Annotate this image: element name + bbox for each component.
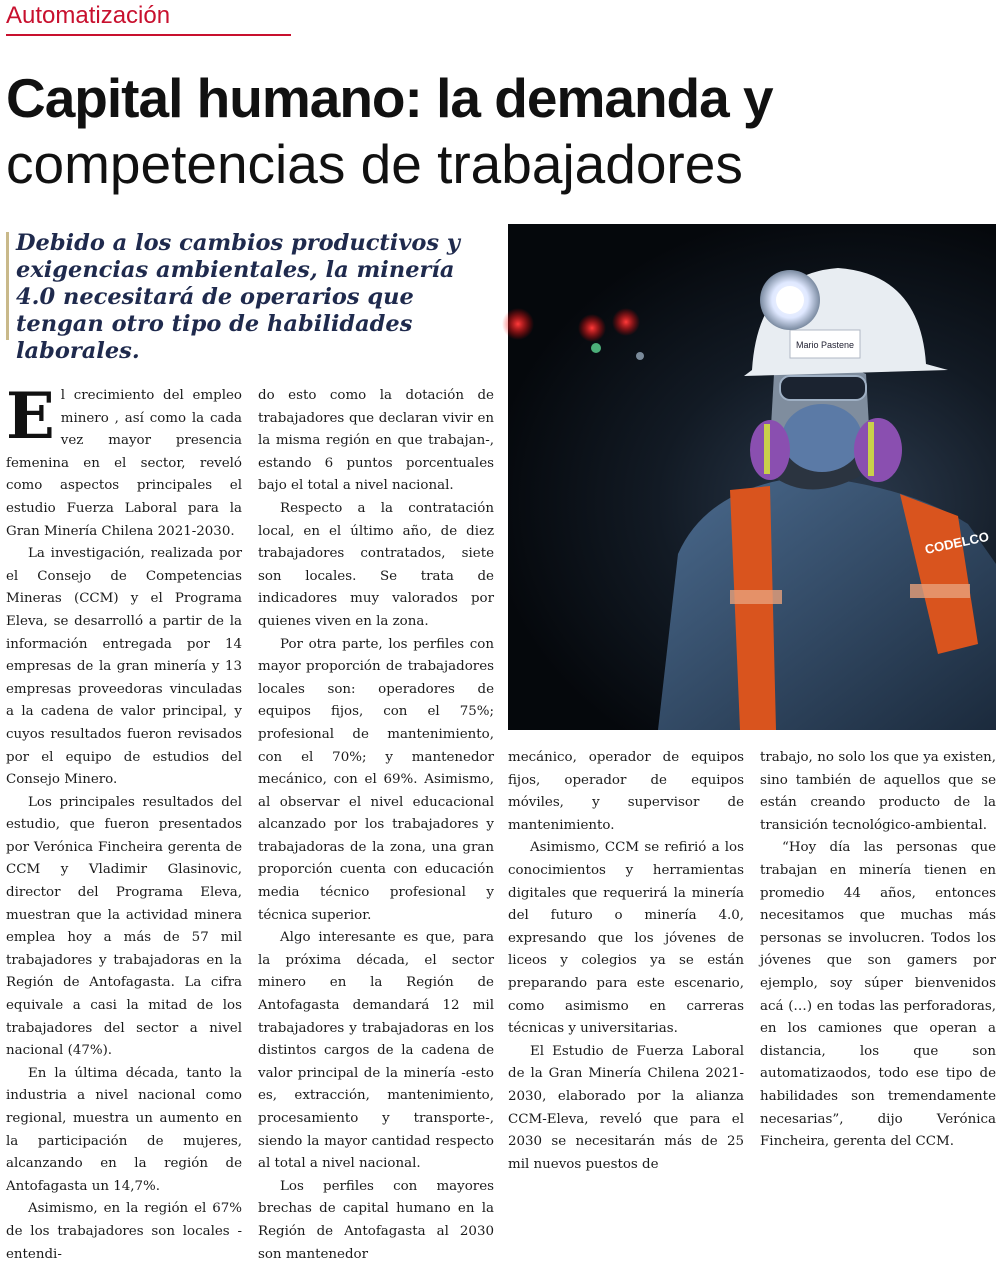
article-paragraph: “Hoy día las personas que trabajan en minería tienen en promedio 44 años, entonces necesitamos que muchas más personas se involucren. Todos los jóvenes que son gamers por ejemplo, soy súper bienvenidos acá (…) en todas las perforadoras, en los camiones que operan a distancia, los que son automatizaodos, todo ese tipo de habilidades son tremendamente necesarias”, dijo Verónica Fincheira, gerenta del CCM.: [760, 840, 996, 1150]
article-paragraph: El Estudio de Fuerza Laboral de la Gran Minería Chilena 2021-2030, elaborado por la alianza CCM-Eleva, reveló que para el 2030 se necesitarán más de 25 mil nuevos puestos de: [508, 1043, 744, 1172]
helmet-label: Mario Pastene: [796, 340, 855, 350]
filter-band: [764, 424, 770, 474]
article-column-2: [258, 385, 494, 1266]
article-column-1: [6, 379, 242, 1266]
article-paragraph: Los principales resultados del estudio, que fueron presentados por Verónica Fincheira gerenta de CCM y Vladimir Glasinovic, director del Programa Eleva, muestran que la actividad minera emplea hoy a más de 57 mil trabajadores y trabajadoras en la Región de Antofagasta. La cifra equivale a casi la mitad de los trabajadores del sector a nivel nacional (47%).: [6, 794, 242, 1059]
reflective-stripe: [730, 590, 782, 604]
article-paragraph: Respecto a la contratación local, en el último año, de diez trabajadores contratados, siete son locales. Se trata de indicadores muy valorados por quienes viven en la zona.: [258, 500, 494, 629]
headline-bold: Capital humano: la demanda y: [6, 67, 773, 129]
lead-accent-bar: [6, 232, 9, 340]
article-paragraph: trabajo, no solo los que ya existen, sino también de aquellos que se están creando producto de la transición tecnológico-ambiental.: [760, 750, 996, 833]
red-light: [612, 308, 640, 336]
filter-band: [868, 422, 874, 476]
article-paragraph: El crecimiento del empleo minero , así como la cada vez mayor presencia femenina en el sector, reveló como aspectos principales el estudio Fuerza Laboral para la Gran Minería Chilena 2021-2030.: [6, 379, 242, 539]
section-divider: [6, 34, 291, 36]
headlamp-lens: [776, 286, 804, 314]
respirator: [782, 404, 862, 472]
safety-glasses: [780, 376, 866, 400]
article-column-4: [760, 747, 996, 1154]
reflective-stripe: [910, 584, 970, 598]
article-paragraph: Los perfiles con mayores brechas de capital humano en la Región de Antofagasta al 2030 son mantenedor: [258, 1178, 494, 1262]
green-light: [591, 343, 601, 353]
miner-photo: [508, 224, 996, 730]
red-light: [578, 314, 606, 342]
article-paragraph: En la última década, tanto la industria a nivel nacional como regional, muestra un aumento en la participación de mujeres, alcanzando en la región de Antofagasta un 14,7%.: [6, 1065, 242, 1194]
miner-photo-icon: [508, 224, 996, 730]
article-column-3: [508, 747, 744, 1176]
article-paragraph: Por otra parte, los perfiles con mayor proporción de trabajadores locales son: operadores de equipos fijos, con el 75%; profesional de mantenimiento, con el 70%; y mantenedor mecánico, con el 69%. Asimismo, al observar el nivel educacional alcanzado por los trabajadores y trabajadoras de la zona, una gran proporción cuenta con educación media técnico profesional y técnica superior.: [258, 636, 494, 923]
headline-light: competencias de trabajadores: [6, 133, 743, 195]
article-paragraph: mecánico, operador de equipos fijos, operador de equipos móviles, y supervisor de mantenimiento.: [508, 750, 744, 833]
drop-cap: E: [6, 379, 55, 454]
red-light: [502, 308, 534, 340]
dim-light: [636, 352, 644, 360]
article-paragraph: Asimismo, en la región el 67% de los trabajadores son locales -entendi-: [6, 1201, 242, 1262]
article-paragraph: do esto como la dotación de trabajadores que declaran vivir en la misma región en que trabajan-, estando 6 puntos porcentuales bajo el total a nivel nacional.: [258, 388, 494, 494]
article-paragraph: La investigación, realizada por el Consejo de Competencias Mineras (CCM) y el Programa Eleva, se desarrolló a partir de la información entregada por 14 empresas de la gran minería y 13 empresas proveedoras vinculadas a la cadena de valor principal, y cuyos resultados fueron revisados por el equipo de estudios del Consejo Minero.: [6, 546, 242, 788]
article-paragraph: Algo interesante es que, para la próxima década, el sector minero en la Región de Antofagasta demandará 12 mil trabajadores y trabajadoras en los distintos cargos de la cadena de valor principal de la minería -esto es, extracción, mantenimiento, procesamiento y transporte-, siendo la mayor cantidad respecto al total a nivel nacional.: [258, 930, 494, 1172]
vest-label: CODELCO: [923, 528, 991, 557]
article-paragraph: Asimismo, CCM se refirió a los conocimientos y herramientas digitales que requerirá la minería del futuro o minería 4.0, expresando que los jóvenes de liceos y colegios ya se están preparando para este escenario, como asimismo en carreras técnicas y universitarias.: [508, 840, 744, 1037]
section-label: Automatización: [6, 2, 171, 29]
respirator-filter-right: [854, 418, 902, 482]
lead-paragraph: Debido a los cambios productivos y exigencias ambientales, la minería 4.0 necesitará de operarios que tengan otro tipo de habilidades laborales.: [16, 230, 461, 364]
